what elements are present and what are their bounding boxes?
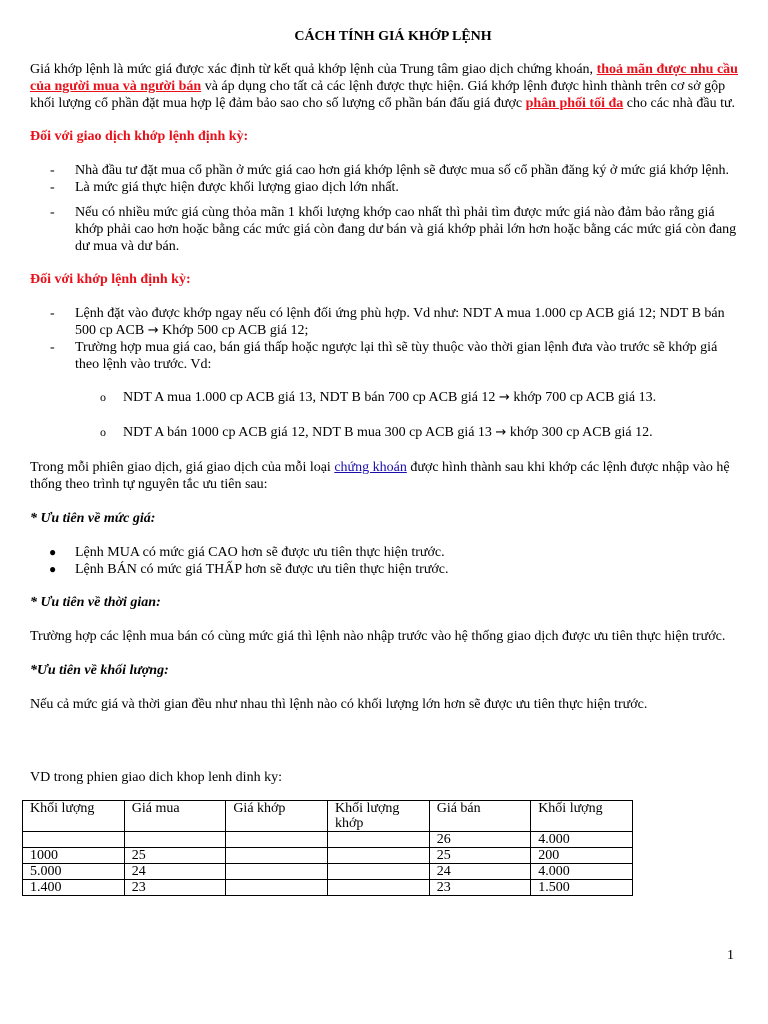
- table-cell: [327, 864, 429, 880]
- list-item: - Là mức giá thực hiện được khối lượng giao dịch lớn nhất.: [50, 180, 399, 195]
- list-item: - Trường hợp mua giá cao, bán giá thấp hoặc ngược lại thì sẽ tùy thuộc vào thời gian lệnh đưa vào trước sẽ khớp giá theo lệnh vào trước. Vd:: [50, 340, 718, 372]
- securities-link[interactable]: chứng khoán: [334, 460, 407, 475]
- list-item: - Nhà đầu tư đặt mua cổ phần ở mức giá cao hơn giá khớp lệnh sẽ được mua số cổ phần đăng ký ở mức giá khớp lệnh.: [50, 163, 730, 178]
- section2-sublist: [30, 389, 740, 441]
- list-item-text: khớp 300 cp ACB giá 12.: [506, 425, 653, 440]
- list-item: - Lệnh đặt vào được khớp ngay nếu có lệnh đối ứng phù hợp. Vd như: NDT A mua 1.000 cp ACB giá 12; NDT B bán 500 cp ACB → Khớp 500 cp ACB giá 12;: [50, 306, 725, 338]
- list-item-text: NDT A mua 1.000 cp ACB giá 13, NDT B bán 700 cp ACB giá 12: [123, 390, 499, 405]
- list-item-text: Nếu có nhiều mức giá cùng thỏa mãn 1 khối lượng khớp cao nhất thì phải tìm được mức giá nào đảm bảo rằng giá khớp phải cao hơn hoặc bằng các mức giá còn đang dư bán và giá khớp phải lớn hơn hoặc bằng các mức giá còn đang dư mua và dư bán.: [75, 205, 737, 254]
- table-cell: 25: [124, 848, 226, 864]
- table-cell: 200: [531, 848, 633, 864]
- intro-text-2: và áp dụng cho tất cả các lệnh được thực hiện. Giá khớp lệnh được hình thành trên cơ sở gộp khối lượng cổ phần đặt mua hợp lệ đảm bảo sao cho số lượng cổ phần bán đấu giá được: [30, 79, 726, 111]
- arrow-right-icon: →: [495, 425, 507, 440]
- table-cell: 4.000: [531, 864, 633, 880]
- section2-list: [30, 305, 740, 373]
- section1-heading: Đối với giao dịch khớp lệnh định kỳ:: [30, 129, 249, 144]
- list-item: o NDT A mua 1.000 cp ACB giá 13, NDT B bán 700 cp ACB giá 12 → khớp 700 cp ACB giá 13.: [100, 390, 657, 405]
- page-number: 1: [727, 948, 734, 963]
- list-item-text: Lệnh đặt vào được khớp ngay nếu có lệnh đối ứng phù hợp. Vd như: NDT A mua 1.000 cp ACB giá 12; NDT B bán 500 cp ACB: [75, 306, 725, 338]
- price-priority-heading: * Ưu tiên về mức giá:: [30, 511, 156, 526]
- table-cell: [226, 864, 328, 880]
- volume-priority-text: Nếu cả mức giá và thời gian đều như nhau thì lệnh nào có khối lượng lớn hơn sẽ được ưu tiên thực hiện trước.: [30, 697, 648, 712]
- document-page: [30, 28, 740, 896]
- list-item: ● Lệnh MUA có mức giá CAO hơn sẽ được ưu tiên thực hiện trước.: [49, 545, 445, 560]
- principles-text-1: Trong mỗi phiên giao dịch, giá giao dịch của mỗi loại: [30, 460, 335, 475]
- table-header-cell: Giá mua: [124, 801, 226, 832]
- list-item-text: Trường hợp mua giá cao, bán giá thấp hoặc ngược lại thì sẽ tùy thuộc vào thời gian lệnh đưa vào trước sẽ khớp giá theo lệnh vào trước. Vd:: [75, 340, 718, 372]
- document-title: CÁCH TÍNH GIÁ KHỚP LỆNH: [294, 29, 492, 44]
- spacer: [30, 373, 740, 389]
- table-cell: [226, 880, 328, 896]
- order-table: [22, 800, 633, 896]
- spacer: [30, 578, 740, 594]
- section1-list: [30, 162, 740, 255]
- table-header-cell: Khối lượng: [23, 801, 125, 832]
- table-cell: [327, 880, 429, 896]
- table-header-cell: Giá khớp: [226, 801, 328, 832]
- table-cell: 1.400: [23, 880, 125, 896]
- table-row: [23, 832, 633, 848]
- example-title: VD trong phien giao dich khop lenh dinh ky:: [30, 770, 282, 785]
- table-cell: [23, 832, 125, 848]
- table-header-cell: Khối lượng: [531, 801, 633, 832]
- table-cell: [124, 832, 226, 848]
- list-item-text: Là mức giá thực hiện được khối lượng giao dịch lớn nhất.: [75, 180, 399, 195]
- spacer: [30, 196, 740, 204]
- arrow-right-icon: →: [147, 323, 159, 338]
- time-priority-heading: * Ưu tiên về thời gian:: [30, 595, 161, 610]
- spacer: [30, 255, 740, 271]
- table-cell: [226, 848, 328, 864]
- list-item-text: Lệnh MUA có mức giá CAO hơn sẽ được ưu tiên thực hiện trước.: [75, 545, 445, 560]
- list-item-text: Nhà đầu tư đặt mua cổ phần ở mức giá cao hơn giá khớp lệnh sẽ được mua số cổ phần đăng ký ở mức giá khớp lệnh.: [75, 163, 730, 178]
- table-cell: 26: [429, 832, 530, 848]
- table-cell: 24: [429, 864, 530, 880]
- principles-text-2: được hình thành sau khi khớp các lệnh được nhập vào hệ thống theo trình tự nguyên tắc ưu tiên sau:: [30, 460, 730, 492]
- table-header-row: [23, 801, 633, 832]
- table-cell: [327, 848, 429, 864]
- table-cell: 1000: [23, 848, 125, 864]
- list-item: ● Lệnh BÁN có mức giá THẤP hơn sẽ được ưu tiên thực hiện trước.: [49, 562, 449, 577]
- intro-text-1: Giá khớp lệnh là mức giá được xác định từ kết quả khớp lệnh của Trung tâm giao dịch chứng khoán,: [30, 62, 597, 77]
- table-cell: 5.000: [23, 864, 125, 880]
- intro-highlight-1: thoả mãn được nhu cầu của người mua và người bán: [30, 62, 738, 94]
- table-cell: 4.000: [531, 832, 633, 848]
- table-header-cell: Khối lượng khớp: [327, 801, 429, 832]
- table-row: [23, 848, 633, 864]
- volume-priority-heading: *Ưu tiên về khối lượng:: [30, 663, 169, 678]
- list-item-text: NDT A bán 1000 cp ACB giá 12, NDT B mua 300 cp ACB giá 13: [123, 425, 496, 440]
- intro-paragraph: [30, 61, 740, 112]
- list-item-text: khớp 700 cp ACB giá 13.: [509, 390, 657, 405]
- intro-highlight-2: phân phối tối đa: [525, 96, 624, 111]
- list-item: o NDT A bán 1000 cp ACB giá 12, NDT B mua 300 cp ACB giá 13 → khớp 300 cp ACB giá 12.: [100, 425, 653, 440]
- section2-heading: Đối với khớp lệnh định kỳ:: [30, 272, 191, 287]
- time-priority-text: Trường hợp các lệnh mua bán có cùng mức giá thì lệnh nào nhập trước vào hệ thống giao dịch được ưu tiên thực hiện trước.: [30, 629, 726, 644]
- price-priority-list: [30, 544, 740, 578]
- arrow-right-icon: →: [498, 390, 510, 405]
- table-row: [23, 880, 633, 896]
- table-cell: 23: [429, 880, 530, 896]
- table-cell: 1.500: [531, 880, 633, 896]
- table-cell: 24: [124, 864, 226, 880]
- table-row: [23, 864, 633, 880]
- list-item: - Nếu có nhiều mức giá cùng thỏa mãn 1 khối lượng khớp cao nhất thì phải tìm được mức giá nào đảm bảo rằng giá khớp phải cao hơn hoặc bằng các mức giá còn đang dư bán và giá khớp phải lớn hơn hoặc bằng các mức giá còn đang dư mua và dư bán.: [50, 205, 737, 254]
- table-cell: 25: [429, 848, 530, 864]
- list-item-text: Khớp 500 cp ACB giá 12;: [158, 323, 309, 338]
- intro-text-3: cho các nhà đầu tư.: [623, 96, 736, 111]
- principles-paragraph: [30, 459, 740, 493]
- table-cell: [327, 832, 429, 848]
- list-item-text: Lệnh BÁN có mức giá THẤP hơn sẽ được ưu tiên thực hiện trước.: [75, 562, 449, 577]
- table-cell: 23: [124, 880, 226, 896]
- table-cell: [226, 832, 328, 848]
- table-header-cell: Giá bán: [429, 801, 530, 832]
